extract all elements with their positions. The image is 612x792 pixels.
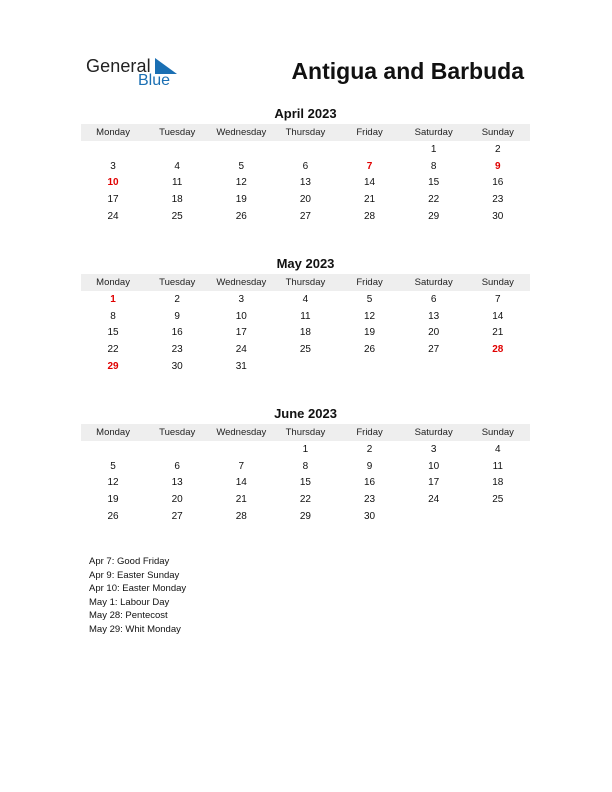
day-cell: 21 [492, 327, 504, 339]
day-cell: 13 [171, 477, 183, 489]
day-cell: 12 [235, 177, 247, 189]
day-cell: 17 [107, 194, 119, 206]
day-cell: 4 [495, 444, 501, 455]
day-cell: 30 [364, 510, 376, 522]
day-cell: 30 [171, 360, 183, 372]
day-cell [81, 442, 145, 459]
day-cell: 23 [492, 194, 504, 206]
day-cell: 1 [430, 144, 437, 155]
day-cell: 21 [235, 494, 247, 506]
weekday-label: Thursday [285, 127, 326, 138]
month-calendar [81, 106, 530, 225]
week-row [81, 442, 530, 459]
week-row [81, 159, 530, 176]
day-cell: 15 [107, 327, 119, 339]
day-cell: 14 [492, 310, 504, 322]
weekday-label: Tuesday [159, 427, 196, 438]
day-cell: 3 [110, 160, 116, 172]
day-cell: 3 [430, 444, 437, 455]
logo-general-text: General [86, 56, 151, 76]
country-title: Antigua and Barbuda [291, 58, 524, 84]
day-cell: 26 [235, 210, 247, 222]
holiday-entry: Apr 10: Easter Monday [89, 583, 187, 595]
holiday-entry: Apr 9: Easter Sunday [89, 569, 180, 581]
month-title: June 2023 [274, 406, 337, 421]
weekday-label: Wednesday [216, 427, 267, 438]
weekday-label: Thursday [285, 277, 326, 288]
day-cell: 8 [430, 160, 437, 172]
day-cell: 4 [174, 160, 180, 172]
day-cell: 16 [492, 177, 504, 189]
month-title: May 2023 [276, 256, 335, 271]
day-cell: 2 [174, 294, 180, 305]
weekday-label: Wednesday [216, 277, 267, 288]
week-row [81, 492, 530, 509]
day-cell: 24 [428, 494, 440, 506]
day-cell: 19 [107, 494, 119, 506]
day-cell: 13 [299, 177, 311, 189]
week-row [81, 509, 530, 526]
day-cell [402, 359, 466, 376]
week-row [81, 342, 530, 359]
day-cell: 6 [430, 294, 437, 305]
weekday-label: Wednesday [216, 127, 267, 138]
weekday-header [81, 274, 530, 291]
day-cell: 28 [364, 210, 376, 222]
week-row [81, 309, 530, 326]
day-cell: 24 [107, 210, 119, 222]
day-cell: 25 [492, 494, 504, 506]
week-row [81, 175, 530, 192]
day-cell: 10 [235, 310, 247, 322]
day-cell [273, 359, 337, 376]
day-cell: 22 [107, 344, 119, 356]
day-cell: 24 [235, 344, 247, 356]
day-cell: 19 [364, 327, 376, 339]
day-cell: 16 [364, 477, 376, 489]
weekday-label: Sunday [481, 127, 514, 138]
day-cell: 29 [428, 210, 440, 222]
weekday-label: Monday [96, 277, 130, 288]
day-cell: 13 [428, 310, 440, 322]
holiday-day-cell: 29 [107, 360, 119, 372]
weekday-label: Sunday [481, 277, 514, 288]
day-cell: 29 [299, 510, 311, 522]
day-cell: 26 [364, 344, 376, 356]
day-cell: 10 [428, 460, 440, 472]
weekday-label: Monday [96, 127, 130, 138]
day-cell: 1 [302, 444, 309, 455]
holiday-day-cell: 28 [492, 344, 504, 356]
holiday-day-cell: 9 [495, 160, 501, 172]
day-cell: 18 [492, 477, 504, 489]
weekday-label: Friday [356, 277, 383, 288]
day-cell: 12 [364, 310, 376, 322]
day-cell: 9 [174, 310, 180, 322]
holiday-entry: May 29: Whit Monday [89, 623, 181, 635]
day-cell: 2 [495, 144, 501, 155]
day-cell: 18 [299, 327, 311, 339]
day-cell: 5 [238, 160, 245, 172]
day-cell: 25 [299, 344, 311, 356]
day-cell: 11 [300, 310, 311, 322]
weekday-header [81, 124, 530, 141]
week-row [81, 475, 530, 492]
day-cell: 6 [302, 160, 309, 172]
day-cell: 20 [171, 494, 183, 506]
day-cell: 11 [171, 177, 183, 189]
day-cell: 17 [428, 477, 440, 489]
week-row [81, 192, 530, 209]
weekday-label: Tuesday [159, 277, 196, 288]
day-cell: 3 [238, 294, 245, 305]
day-cell: 28 [235, 510, 247, 522]
day-cell: 6 [174, 460, 180, 472]
day-cell: 8 [110, 310, 116, 322]
week-row [81, 459, 530, 476]
day-cell: 8 [302, 460, 309, 472]
week-row [81, 292, 530, 309]
holiday-entry: Apr 7: Good Friday [89, 556, 170, 567]
weekday-label: Saturday [414, 127, 453, 138]
day-cell: 9 [366, 460, 373, 472]
day-cell [145, 442, 209, 459]
day-cell [273, 142, 337, 159]
holiday-list [89, 555, 186, 637]
day-cell: 11 [492, 460, 503, 472]
day-cell: 30 [492, 210, 504, 222]
week-row [81, 325, 530, 342]
week-row [81, 142, 530, 159]
day-cell: 15 [299, 477, 311, 489]
day-cell: 25 [171, 210, 183, 222]
day-cell: 15 [428, 177, 440, 189]
day-cell: 22 [428, 194, 440, 206]
day-cell: 2 [366, 444, 373, 455]
day-cell: 5 [366, 294, 373, 305]
day-cell: 14 [235, 477, 247, 489]
day-cell: 27 [299, 210, 311, 222]
day-cell: 12 [107, 477, 119, 489]
holiday-day-cell: 1 [110, 294, 116, 305]
day-cell [209, 142, 273, 159]
holiday-entry: May 1: Labour Day [89, 596, 170, 608]
day-cell: 7 [238, 460, 245, 472]
day-cell: 20 [428, 327, 440, 339]
holiday-day-cell: 10 [107, 177, 119, 189]
weekday-label: Thursday [285, 427, 326, 438]
day-cell: 18 [171, 194, 183, 206]
logo-blue-text: Blue [138, 72, 171, 89]
day-cell: 5 [110, 460, 116, 472]
day-cell: 16 [171, 327, 183, 339]
holiday-day-cell: 7 [366, 160, 373, 172]
weekday-label: Saturday [414, 277, 453, 288]
day-cell: 20 [299, 194, 311, 206]
day-cell [145, 142, 209, 159]
weekday-label: Tuesday [159, 127, 196, 138]
day-cell [466, 359, 530, 376]
weekday-header [81, 424, 530, 441]
holiday-entry: May 28: Pentecost [89, 610, 168, 622]
month-title: April 2023 [274, 106, 337, 121]
day-cell: 19 [235, 194, 247, 206]
month-calendar [81, 406, 530, 525]
day-cell: 26 [107, 510, 119, 522]
day-cell: 31 [235, 360, 247, 372]
weekday-label: Monday [96, 427, 130, 438]
day-cell [338, 359, 402, 376]
weekday-label: Saturday [414, 427, 453, 438]
day-cell: 4 [302, 294, 309, 305]
day-cell: 27 [171, 510, 183, 522]
week-row [81, 209, 530, 226]
day-cell: 23 [364, 494, 376, 506]
day-cell: 22 [299, 494, 311, 506]
weekday-label: Sunday [481, 427, 514, 438]
weekday-label: Friday [356, 127, 383, 138]
day-cell: 7 [495, 294, 501, 305]
day-cell: 17 [235, 327, 247, 339]
logo [86, 56, 186, 92]
day-cell [81, 142, 145, 159]
day-cell: 21 [364, 194, 376, 206]
day-cell [402, 509, 466, 526]
month-calendar [81, 256, 530, 375]
week-row [81, 359, 530, 376]
day-cell: 23 [171, 344, 183, 356]
day-cell [466, 509, 530, 526]
day-cell: 14 [364, 177, 376, 189]
day-cell [209, 442, 273, 459]
day-cell [338, 142, 402, 159]
day-cell: 27 [428, 344, 440, 356]
weekday-label: Friday [356, 427, 383, 438]
